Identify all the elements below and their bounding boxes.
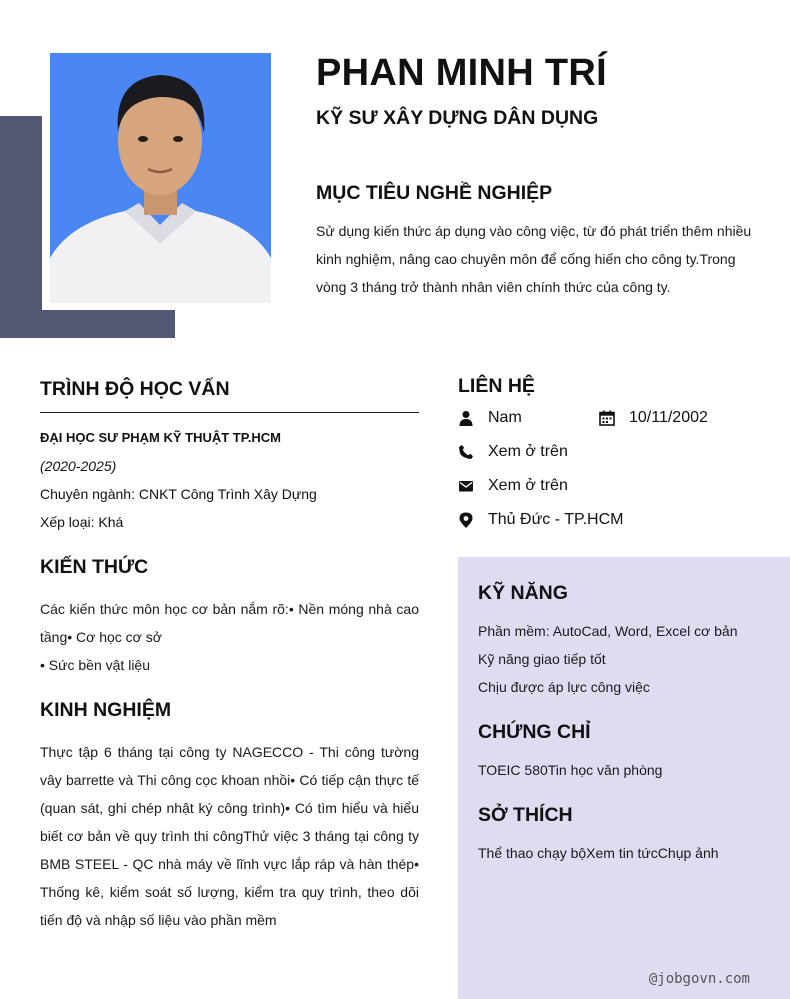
certificates-text: TOEIC 580Tin học văn phòng xyxy=(478,762,663,778)
contact-row-gender xyxy=(458,401,778,435)
experience-text: Thực tập 6 tháng tại công ty NAGECCO - Thi công tường vây barrette và Thi công cọc khoan nhồi• Có tiếp cận thực tế (quan sát, ghi chép nhật ký công trình)• Có tìm hiểu và hiểu biết cơ bản về quy trình thi côngThử việc 3 tháng tại công ty BMB STEEL - QC nhà máy về lĩnh vực lắp ráp và hàn thép• Thống kê, kiểm soát số lượng, kiểm tra quy trình, theo dõi tiến độ và nhập số liệu vào phần mềm xyxy=(40,744,419,928)
profile-photo xyxy=(50,53,271,303)
hobbies-title: SỞ THÍCH xyxy=(478,804,573,826)
skills-title: KỸ NĂNG xyxy=(478,582,568,604)
education-title: TRÌNH ĐỘ HỌC VẤN xyxy=(40,378,230,400)
knowledge-text xyxy=(40,595,419,679)
knowledge-line: • Sức bền vật liệu xyxy=(40,657,150,673)
contact-title: LIÊN HỆ xyxy=(458,375,535,397)
contact-phone: Xem ở trên xyxy=(488,443,568,460)
side-panel xyxy=(458,557,790,999)
watermark: @jobgovn.com xyxy=(648,971,750,987)
objective-title: MỤC TIÊU NGHỀ NGHIỆP xyxy=(316,182,553,204)
experience-title: KINH NGHIỆM xyxy=(40,699,172,721)
contact-email: Xem ở trên xyxy=(488,477,568,494)
contact-row-phone xyxy=(458,435,778,469)
certificates-title: CHỨNG CHỈ xyxy=(478,721,591,743)
person-icon xyxy=(458,410,474,426)
candidate-role: KỸ SƯ XÂY DỰNG DÂN DỤNG xyxy=(316,107,599,129)
contact-row-email xyxy=(458,469,778,503)
knowledge-line: Các kiến thức môn học cơ bản nắm rõ:• Nền móng nhà cao tầng• Cơ học cơ sở xyxy=(40,601,419,645)
skill-item: Phần mềm: AutoCad, Word, Excel cơ bản xyxy=(478,623,738,639)
contact-row-address xyxy=(458,503,778,537)
phone-icon xyxy=(458,444,474,460)
knowledge-title: KIẾN THỨC xyxy=(40,556,149,578)
contact-birthday: 10/11/2002 xyxy=(629,409,708,426)
contact-list xyxy=(458,401,778,537)
education-major: Chuyên ngành: CNKT Công Trình Xây Dựng xyxy=(40,486,317,502)
decorative-bar-vertical xyxy=(0,116,42,338)
objective-text: Sử dụng kiến thức áp dụng vào công việc, từ đó phát triển thêm nhiều kinh nghiệm, nâng cao chuyên môn để cống hiến cho công ty.Trong vòng 3 tháng trở thành nhân viên chính thức của công ty. xyxy=(316,223,752,295)
education-block xyxy=(40,424,420,536)
education-divider xyxy=(40,412,419,413)
mail-icon xyxy=(458,478,474,494)
education-grade: Xếp loại: Khá xyxy=(40,514,124,530)
contact-gender: Nam xyxy=(488,409,522,426)
decorative-bar-horizontal xyxy=(0,310,175,338)
education-school: ĐẠI HỌC SƯ PHẠM KỸ THUẬT TP.HCM xyxy=(40,430,281,445)
skill-item: Kỹ năng giao tiếp tốt xyxy=(478,651,606,667)
contact-address: Thủ Đức - TP.HCM xyxy=(488,511,624,528)
calendar-icon xyxy=(599,410,615,426)
skill-item: Chịu được áp lực công việc xyxy=(478,679,650,695)
hobbies-text: Thể thao chạy bộXem tin tứcChụp ảnh xyxy=(478,845,719,861)
education-period: (2020-2025) xyxy=(40,458,117,474)
candidate-name: PHAN MINH TRÍ xyxy=(316,52,607,94)
location-pin-icon xyxy=(458,512,474,528)
